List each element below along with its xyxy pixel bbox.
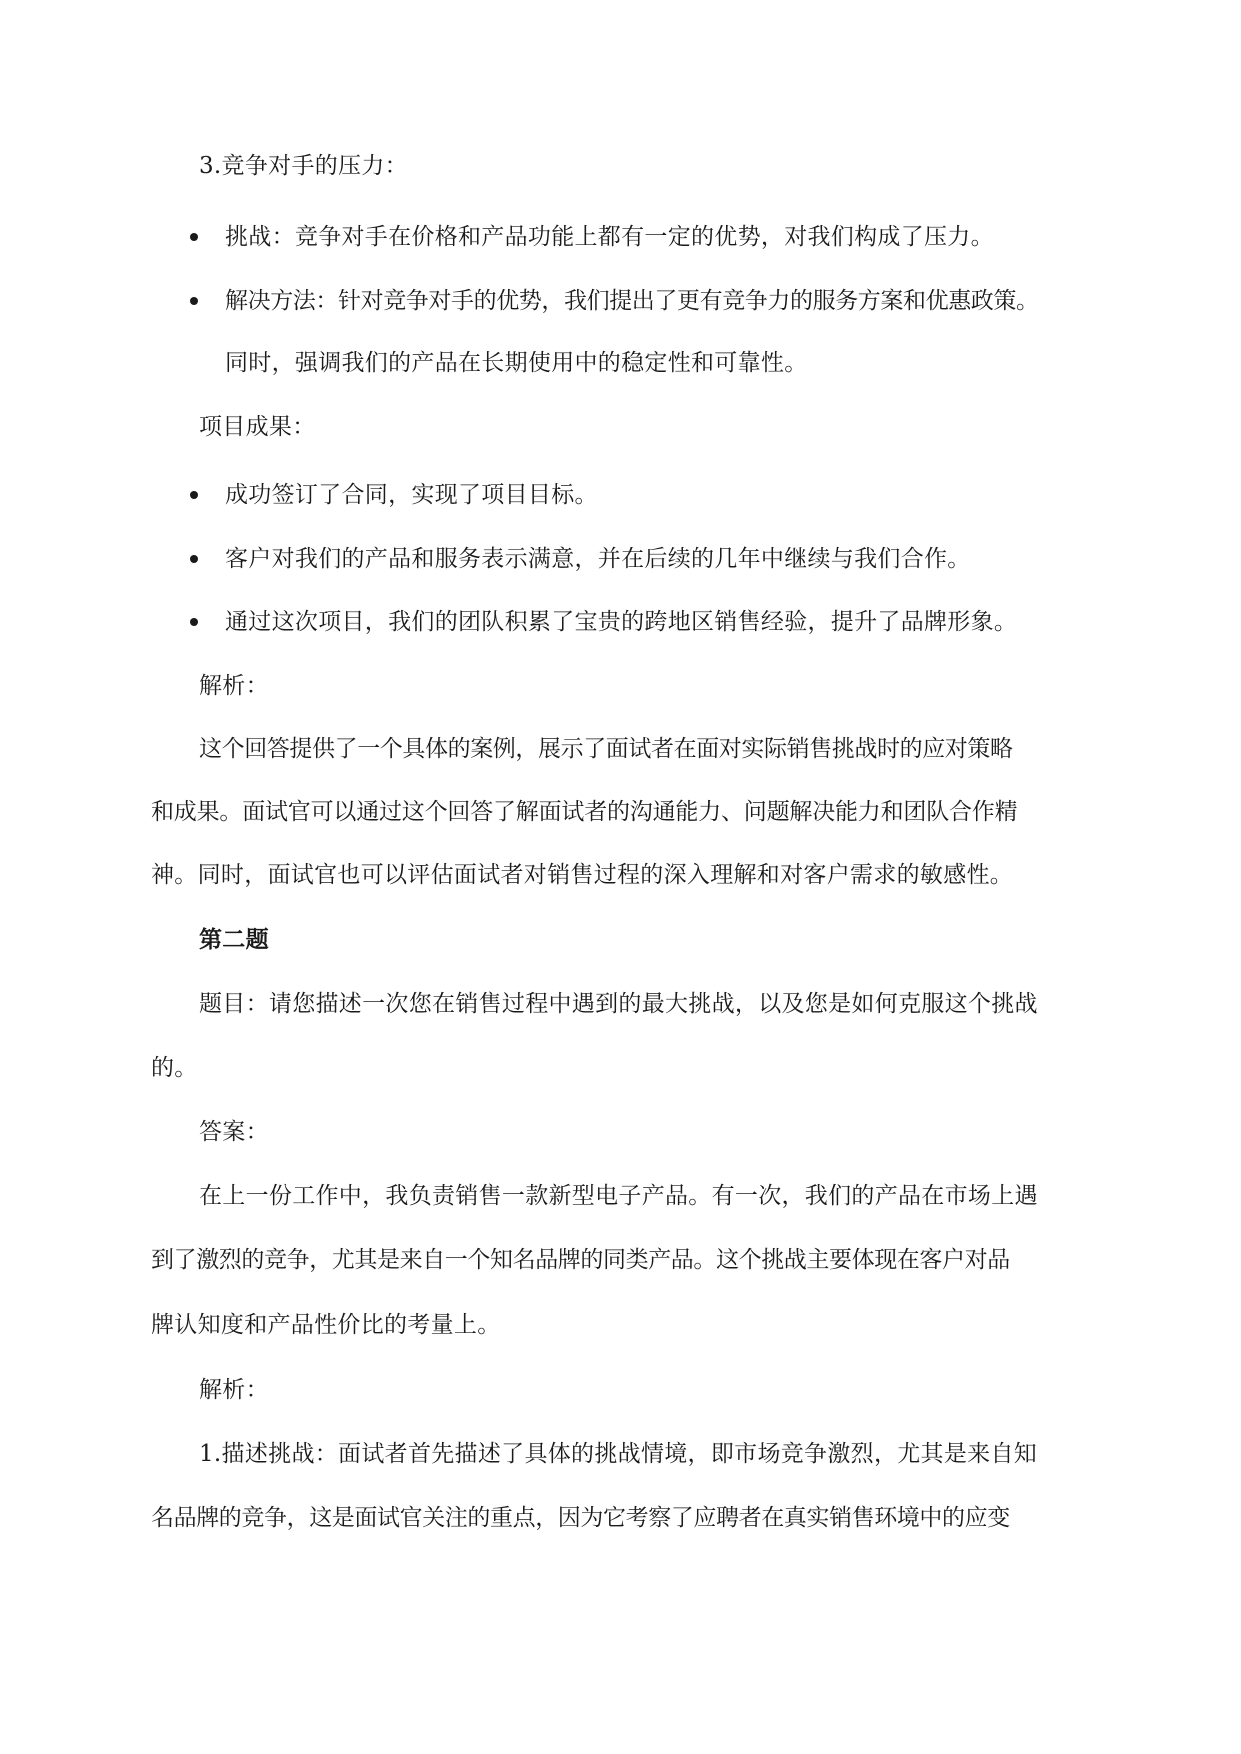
analysis-heading: 解析： (199, 673, 269, 699)
analysis-paragraph-line-3: 神。同时，面试官也可以评估面试者对销售过程的深入理解和对客户需求的敏感性。 (151, 862, 1014, 888)
result-item: 客户对我们的产品和服务表示满意，并在后续的几年中继续与我们合作。 (225, 546, 971, 572)
result-item: 成功签订了合同，实现了项目目标。 (225, 482, 598, 508)
challenge-item: 挑战：竞争对手在价格和产品功能上都有一定的优势，对我们构成了压力。 (225, 224, 994, 250)
section-3-heading: 3.竞争对手的压力： (199, 153, 408, 179)
analysis-2-line-1: 1.描述挑战：面试者首先描述了具体的挑战情境，即市场竞争激烈，尤其是来自知 (199, 1441, 1038, 1467)
results-heading: 项目成果： (199, 414, 316, 440)
analysis-2-line-2: 名品牌的竞争，这是面试官关注的重点，因为它考察了应聘者在真实销售环境中的应变 (151, 1505, 1010, 1531)
bullet-icon (190, 297, 198, 305)
question-2-prompt-line-2: 的。 (151, 1055, 198, 1081)
bullet-icon (190, 618, 198, 626)
bullet-icon (190, 555, 198, 563)
question-2-prompt-line-1: 题目：请您描述一次您在销售过程中遇到的最大挑战，以及您是如何克服这个挑战 (199, 991, 1038, 1017)
answer-paragraph-line-1: 在上一份工作中，我负责销售一款新型电子产品。有一次，我们的产品在市场上遇 (199, 1183, 1038, 1209)
solution-item-line-1: 解决方法：针对竞争对手的优势，我们提出了更有竞争力的服务方案和优惠政策。 (225, 288, 1039, 314)
analysis-paragraph-line-1: 这个回答提供了一个具体的案例，展示了面试者在面对实际销售挑战时的应对策略 (199, 736, 1013, 762)
solution-item-line-2: 同时，强调我们的产品在长期使用中的稳定性和可靠性。 (225, 350, 808, 376)
analysis-paragraph-line-2: 和成果。面试官可以通过这个回答了解面试者的沟通能力、问题解决能力和团队合作精 (151, 799, 1018, 825)
question-2-title: 第二题 (199, 926, 269, 953)
result-item: 通过这次项目，我们的团队积累了宝贵的跨地区销售经验，提升了品牌形象。 (225, 609, 1018, 635)
bullet-icon (190, 491, 198, 499)
analysis-2-heading: 解析： (199, 1377, 269, 1403)
answer-paragraph-line-2: 到了激烈的竞争，尤其是来自一个知名品牌的同类产品。这个挑战主要体现在客户对品 (151, 1247, 1010, 1273)
bullet-icon (190, 233, 198, 241)
answer-paragraph-line-3: 牌认知度和产品性价比的考量上。 (151, 1312, 501, 1338)
answer-heading: 答案： (199, 1119, 269, 1145)
